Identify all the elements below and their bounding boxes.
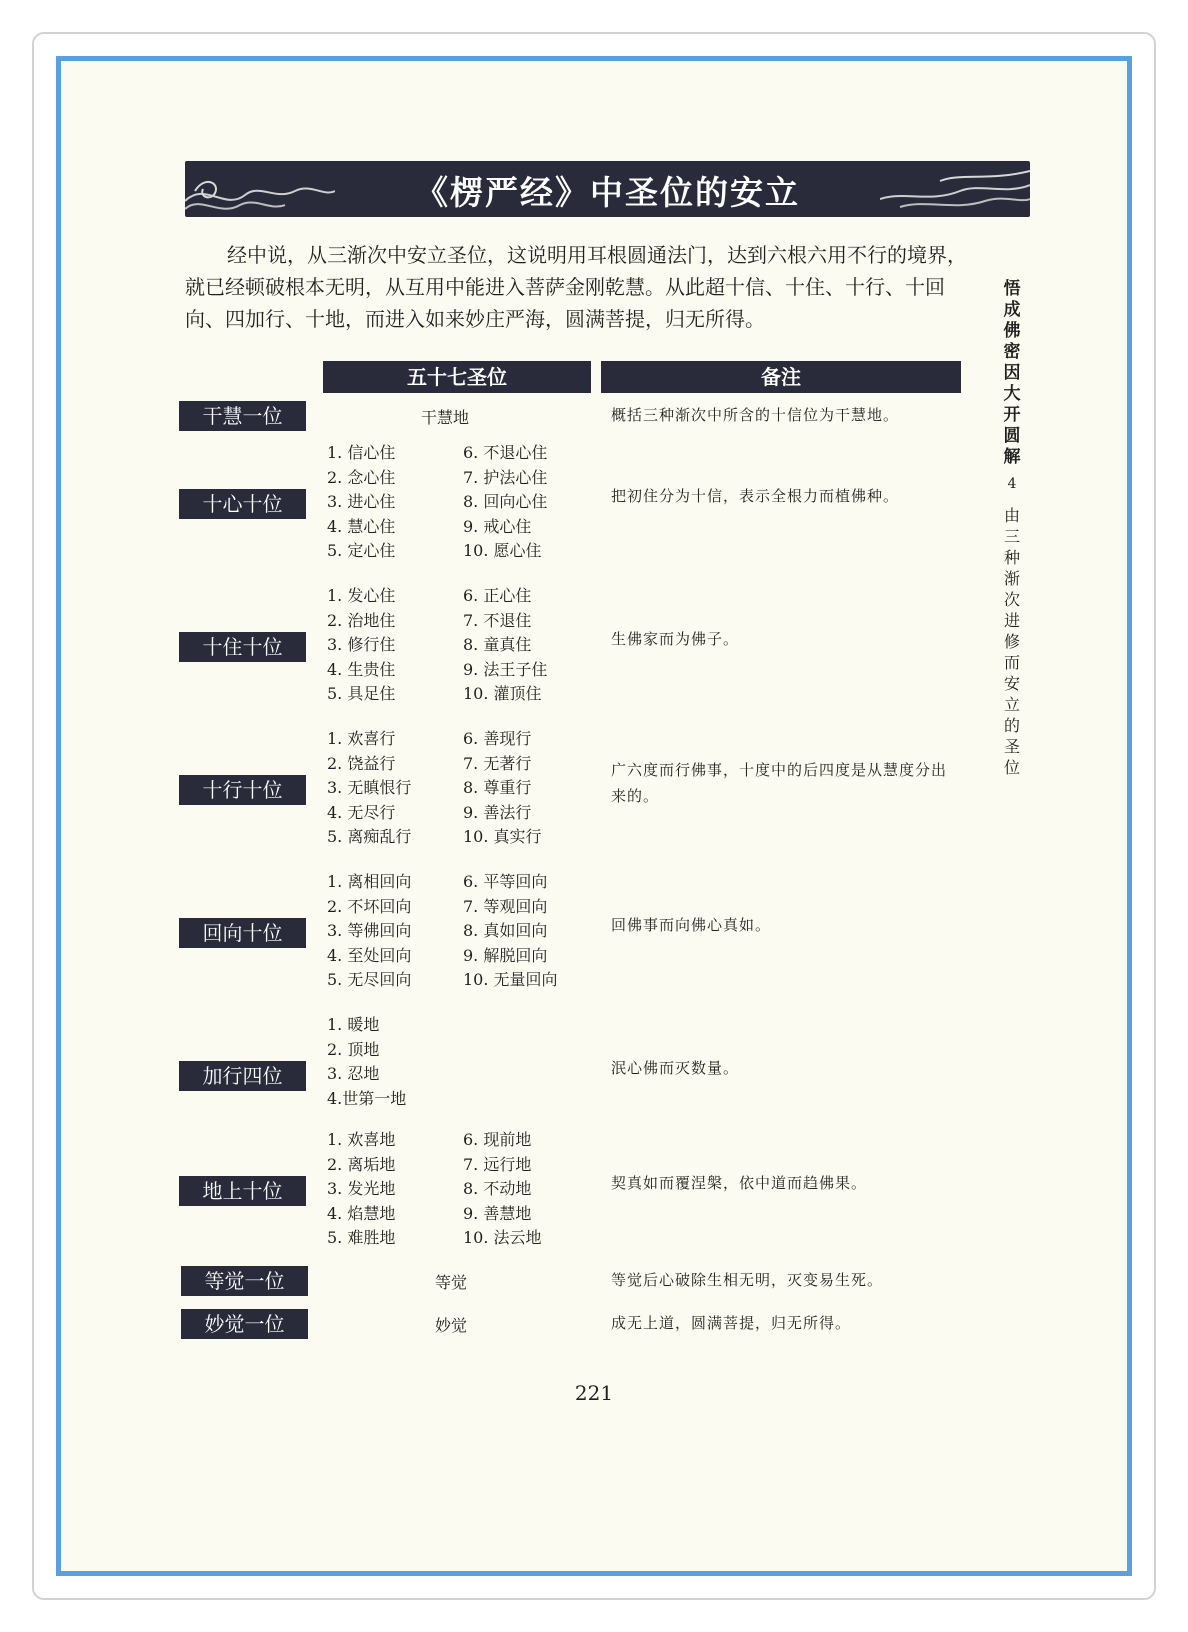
list-item: 3. 进心住 — [327, 492, 396, 511]
vertical-char: 圆 — [1003, 426, 1021, 446]
chapter-number: 4 — [1007, 476, 1017, 492]
list-item: 4. 慧心住 — [327, 516, 396, 536]
list-item: 2. 顶地 — [327, 1039, 380, 1059]
list-item: 8. 不动地 — [463, 1179, 532, 1198]
list-item: 4. 生贵住 — [327, 659, 396, 679]
stage-note: 生佛家而为佛子。 — [611, 630, 740, 648]
list-item: 5. 定心住 — [327, 541, 396, 560]
list-item: 10. 法云地 — [463, 1228, 542, 1247]
stage-label: 加行四位 — [179, 1061, 306, 1091]
list-item: 6. 现前地 — [463, 1130, 532, 1149]
list-item: 8. 回向心住 — [463, 492, 548, 511]
stage-note: 等觉后心破除生相无明，灭变易生死。 — [611, 1271, 884, 1289]
list-item: 1. 发心住 — [327, 586, 396, 605]
vertical-char: 开 — [1003, 405, 1021, 425]
stage-label: 十行十位 — [179, 775, 306, 805]
list-item: 9. 解脱回向 — [463, 945, 548, 965]
stage-list-left — [327, 584, 395, 707]
stage-list-left — [327, 1128, 395, 1251]
intro-paragraph: 经中说，从三渐次中安立圣位，这说明用耳根圆通法门，达到六根六用不行的境界，就已经顿破根本无明，从互用中能进入菩萨金刚乾慧。从此超十信、十住、十行、十回向、四加行、十地，而进入如来妙庄严海，圆满菩提，归无所得。 — [185, 243, 967, 331]
stage-note: 成无上道，圆满菩提，归无所得。 — [611, 1314, 852, 1332]
list-item: 10. 愿心住 — [463, 541, 542, 560]
list-item: 9. 法王子住 — [463, 659, 548, 679]
positions-column-header: 五十七圣位 — [323, 361, 591, 393]
vertical-char: 安 — [1003, 674, 1020, 693]
page-title: 《楞严经》中圣位的安立 — [415, 173, 800, 212]
list-item: 3. 等佛回向 — [327, 921, 412, 940]
stage-single-item: 妙觉 — [435, 1316, 468, 1335]
list-item: 2. 不坏回向 — [327, 896, 412, 916]
stage-single-item: 干慧地 — [421, 408, 470, 427]
stage-note: 契真如而覆涅槃，依中道而趋佛果。 — [611, 1174, 868, 1192]
list-item: 7. 护法心住 — [463, 467, 548, 487]
list-item: 10. 真实行 — [463, 827, 542, 846]
vertical-char: 佛 — [1003, 321, 1021, 341]
vertical-char: 的 — [1003, 716, 1020, 735]
list-item: 10. 灌顶住 — [463, 684, 542, 703]
list-item: 5. 具足住 — [327, 684, 396, 703]
vertical-char: 进 — [1003, 611, 1020, 630]
stage-list-right — [463, 1128, 542, 1251]
list-item: 5. 离痴乱行 — [327, 827, 412, 846]
list-item: 3. 发光地 — [327, 1179, 396, 1198]
list-item: 9. 善法行 — [463, 802, 532, 822]
list-item: 4. 至处回向 — [327, 945, 412, 965]
vertical-char: 修 — [1003, 632, 1020, 651]
list-item: 1. 信心住 — [327, 443, 396, 462]
vertical-char: 三 — [1003, 527, 1020, 546]
vertical-char: 密 — [1003, 342, 1021, 362]
list-item: 7. 远行地 — [463, 1154, 532, 1174]
stage-label: 妙觉一位 — [181, 1309, 308, 1339]
page-border — [56, 56, 1132, 1576]
book-title-vertical — [1001, 279, 1023, 468]
list-item: 4. 焰慧地 — [327, 1203, 396, 1223]
list-item: 10. 无量回向 — [463, 970, 558, 989]
stage-note: 回佛事而向佛心真如。 — [611, 916, 772, 934]
stage-note: 概括三种渐次中所含的十信位为干慧地。 — [611, 406, 900, 424]
list-item: 4.世第一地 — [327, 1088, 407, 1108]
list-item: 6. 善现行 — [463, 729, 532, 748]
stage-label: 十住十位 — [179, 632, 306, 662]
stage-list-right — [463, 441, 547, 564]
stage-list-left — [327, 1013, 406, 1111]
vertical-char: 种 — [1003, 548, 1020, 567]
list-item: 8. 童真住 — [463, 635, 532, 654]
vertical-char: 成 — [1003, 300, 1021, 320]
stage-list-left — [327, 870, 411, 993]
list-item: 7. 等观回向 — [463, 896, 548, 916]
list-item: 3. 无瞋恨行 — [327, 778, 412, 797]
list-item: 2. 饶益行 — [327, 753, 396, 773]
section-title-vertical — [1001, 505, 1023, 778]
list-item: 4. 无尽行 — [327, 802, 396, 822]
vertical-char: 而 — [1003, 653, 1020, 672]
list-item: 1. 欢喜地 — [327, 1130, 396, 1149]
vertical-char: 由 — [1003, 506, 1020, 525]
list-item: 6. 平等回向 — [463, 872, 548, 891]
notes-column-header: 备注 — [601, 361, 961, 393]
list-item: 7. 无著行 — [463, 753, 532, 773]
stage-label: 十心十位 — [179, 489, 306, 519]
vertical-char: 悟 — [1003, 279, 1021, 299]
list-item: 6. 正心住 — [463, 586, 532, 605]
stage-note: 把初住分为十信，表示全根力而植佛种。 — [611, 487, 900, 505]
vertical-char: 解 — [1003, 447, 1021, 467]
stage-label: 回向十位 — [179, 918, 306, 948]
stage-list-right — [463, 870, 558, 993]
list-item: 1. 欢喜行 — [327, 729, 396, 748]
stage-note: 广六度而行佛事，十度中的后四度是从慧度分出来的。 — [611, 761, 948, 805]
list-item: 2. 念心住 — [327, 467, 396, 487]
running-head — [1001, 279, 1023, 778]
list-item: 2. 离垢地 — [327, 1154, 396, 1174]
stage-list-right — [463, 584, 547, 707]
list-item: 3. 修行住 — [327, 635, 396, 654]
list-item: 5. 难胜地 — [327, 1228, 396, 1247]
list-item: 5. 无尽回向 — [327, 970, 412, 989]
page-number: 221 — [574, 1381, 614, 1405]
vertical-char: 位 — [1003, 758, 1020, 777]
stage-single-item: 等觉 — [435, 1273, 468, 1292]
stage-label: 地上十位 — [179, 1176, 306, 1206]
vertical-char: 立 — [1003, 695, 1020, 714]
list-item: 9. 善慧地 — [463, 1203, 532, 1223]
list-item: 9. 戒心住 — [463, 516, 532, 536]
stage-list-left — [327, 727, 411, 850]
stage-label: 等觉一位 — [181, 1266, 308, 1296]
vertical-char: 圣 — [1003, 737, 1020, 756]
title-banner — [185, 161, 1030, 217]
stage-label: 干慧一位 — [179, 401, 306, 431]
stage-list-left — [327, 441, 395, 564]
book-page — [61, 61, 1127, 1571]
vertical-char: 渐 — [1003, 569, 1020, 588]
list-item: 1. 离相回向 — [327, 872, 412, 891]
stage-list-right — [463, 727, 542, 850]
list-item: 8. 真如回向 — [463, 921, 548, 940]
vertical-char: 因 — [1003, 363, 1021, 383]
list-item: 3. 忍地 — [327, 1064, 380, 1083]
list-item: 2. 治地住 — [327, 610, 396, 630]
list-item: 1. 暖地 — [327, 1015, 380, 1034]
vertical-char: 次 — [1003, 590, 1020, 609]
stage-note: 泯心佛而灭数量。 — [611, 1059, 740, 1077]
list-item: 7. 不退住 — [463, 610, 532, 630]
vertical-char: 大 — [1003, 384, 1021, 404]
list-item: 6. 不退心住 — [463, 443, 548, 462]
list-item: 8. 尊重行 — [463, 778, 532, 797]
